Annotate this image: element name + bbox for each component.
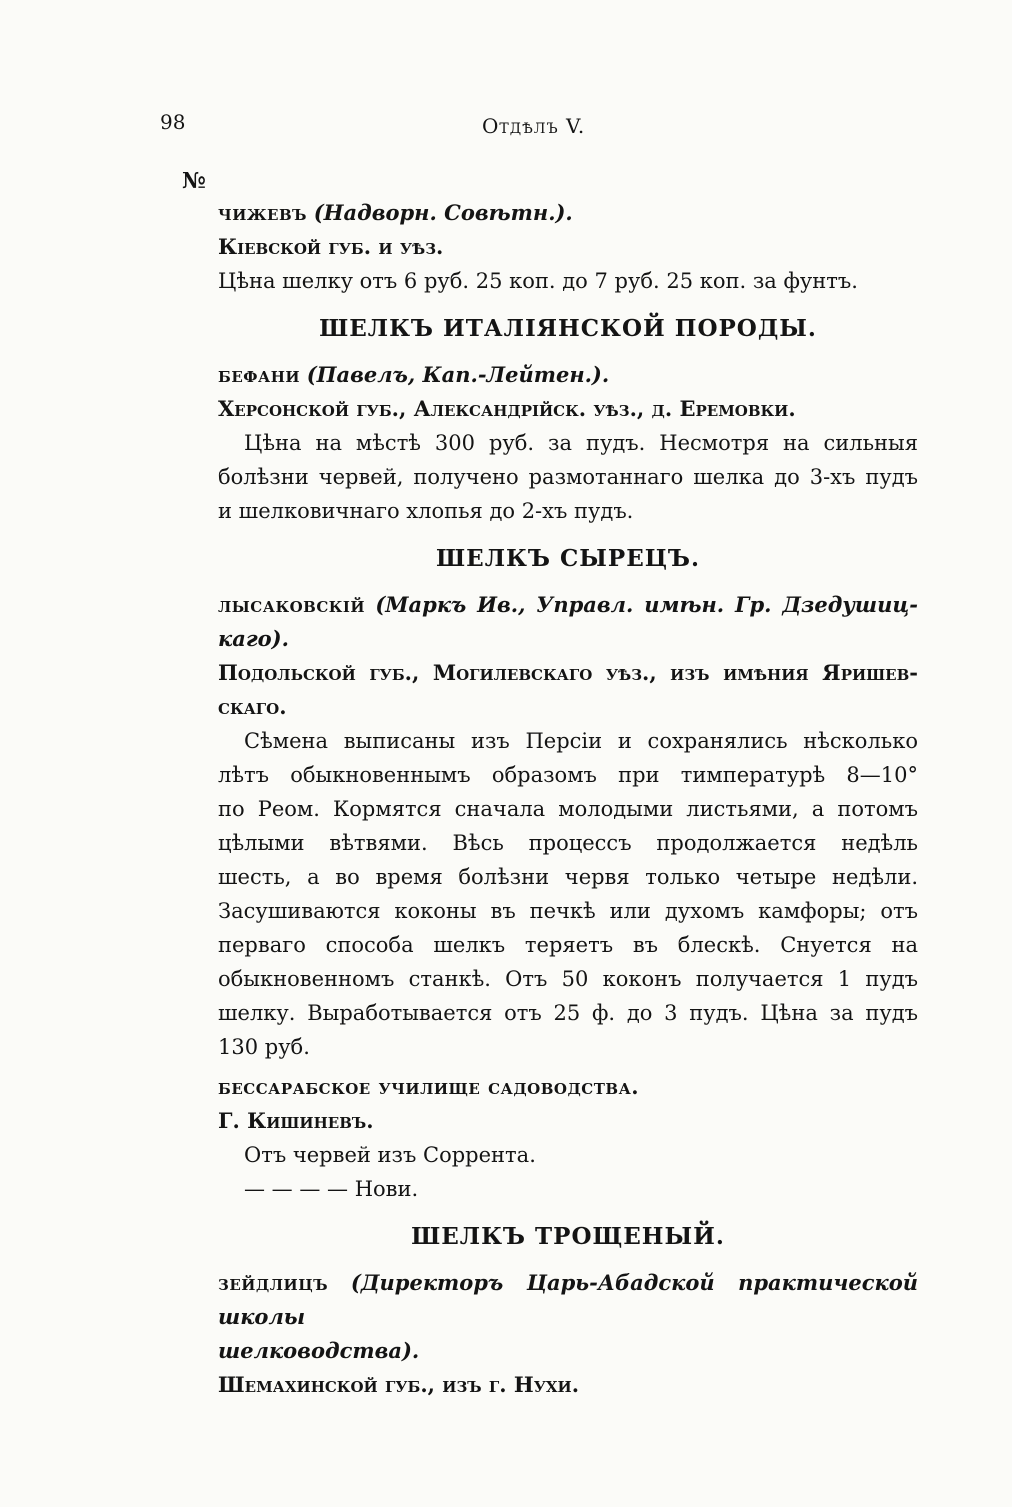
section-heading-italian: ШЕЛКЪ ИТАЛIЯНСКОЙ ПОРОДЫ. [319,315,817,342]
entry-title: (Надворн. Совѣтн.). [313,200,573,225]
entry-line: Отъ червей изъ Соррента. [244,1143,536,1167]
entry-place: Г. Кишиневъ. [218,1108,374,1133]
entry-place: Херсонской губ., Александрiйск. уѣз., д. Еремовки. [218,396,796,421]
paragraph-line: по Реом. Кормятся сначала молодыми листьями, а потомъ [218,797,918,821]
entry-title: (Павелъ, Кап.-Лейтен.). [306,362,610,387]
entry-title: (Директоръ Царь-Абадской практической школы [218,1270,918,1329]
entry-name: чижевъ [218,200,308,225]
entry-lysakovsky-header [218,588,918,622]
entry-chizhev-header [218,196,918,230]
section-heading-raw: ШЕЛКЪ СЫРЕЦЪ. [436,545,700,572]
entry-befani-header [218,358,918,392]
paragraph-line: цѣлыми вѣтвями. Вѣсь процессъ продолжается недѣль [218,831,918,855]
paragraph-line: перваго способа шелкъ теряетъ въ блескѣ. Снуется на [218,933,918,957]
page-body [218,196,918,1402]
paragraph-line: шесть, а во время болѣзни червя только четыре недѣли. [218,865,918,889]
paragraph-line: Цѣна на мѣстѣ 300 руб. за пудъ. Несмотря на сильныя [244,431,918,455]
paragraph-line: и шелковичнаго хлопья до 2-хъ пудъ. [218,499,634,523]
paragraph-line: Засушиваются коконы въ печкѣ или духомъ камфоры; отъ [218,899,918,923]
entry-place: Кiевской губ. и уѣз. [218,234,444,259]
entry-title: (Маркъ Ив., Управл. имѣн. Гр. Дзедушиц- [375,592,918,617]
paragraph-line: обыкновенномъ станкѣ. Отъ 50 коконъ получается 1 пудъ [218,967,918,991]
section-heading-twisted: ШЕЛКЪ ТРОЩЕНЫЙ. [411,1223,725,1250]
entry-place-continuation: скаго. [218,694,287,719]
entry-price: Цѣна шелку отъ 6 руб. 25 коп. до 7 руб. 25 коп. за фунтъ. [218,269,858,293]
entry-name: лысаковскiй [218,592,366,617]
entry-name: зейдлицъ [218,1270,329,1295]
paragraph-line: 130 руб. [218,1035,310,1059]
paragraph-line: Сѣмена выписаны изъ Персiи и сохранялись нѣсколько [244,729,918,753]
entry-place: Подольской губ., Могилевскаго уѣз., изъ имѣния Яришев- [218,660,918,685]
entry-name: бессарабское училище садоводства. [218,1074,640,1099]
paragraph-line: болѣзни червей, получено размотаннаго шелка до 3-хъ пудъ [218,465,918,489]
entry-place: Шемахинской губ., изъ г. Нухи. [218,1372,580,1397]
paragraph-line: шелку. Выработывается отъ 25 ф. до 3 пудъ. Цѣна за пудъ [218,1001,918,1025]
entry-line: — — — — Нови. [244,1177,419,1201]
entry-title-continuation: каго). [218,626,289,651]
page-number: 98 [160,110,186,134]
entry-zeidlitz-header [218,1266,918,1334]
entry-name: бефани [218,362,301,387]
entry-title-continuation: шелководства). [218,1338,420,1363]
numero-sign: № [182,168,206,194]
paragraph-line: лѣтъ обыкновеннымъ образомъ при тимпературѣ 8—10° [218,763,918,787]
running-head: Отдѣлъ V. [482,114,586,138]
